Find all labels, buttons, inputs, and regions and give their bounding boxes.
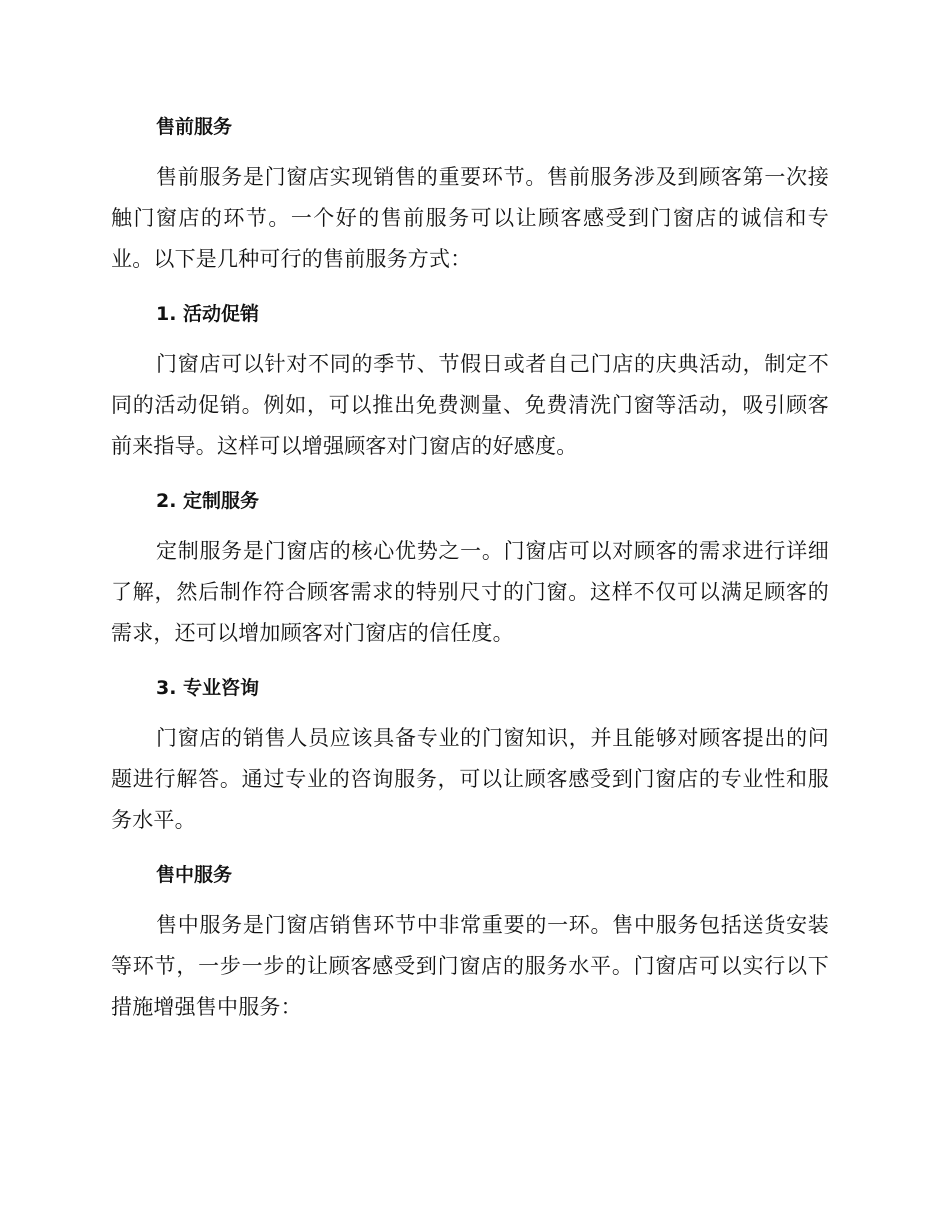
section-heading-pre-sales: 售前服务 [156, 116, 233, 138]
section-paragraph-promotions: 门窗店可以针对不同的季节、节假日或者自己门店的庆典活动，制定不同的活动促销。例如，可以推出免费测量、免费清洗门窗等活动，吸引顾客前来指导。这样可以增强顾客对门窗店的好感度。 [111, 352, 829, 458]
section-heading-in-sales: 售中服务 [156, 864, 233, 886]
section-heading-promotions: 1. 活动促销 [156, 303, 260, 325]
section-paragraph-consulting: 门窗店的销售人员应该具备专业的门窗知识，并且能够对顾客提出的问题进行解答。通过专业的咨询服务，可以让顾客感受到门窗店的专业性和服务水平。 [111, 726, 829, 832]
section-heading-consulting: 3. 专业咨询 [156, 677, 260, 699]
section-paragraph-pre-sales: 售前服务是门窗店实现销售的重要环节。售前服务涉及到顾客第一次接触门窗店的环节。一个好的售前服务可以让顾客感受到门窗店的诚信和专业。以下是几种可行的售前服务方式： [111, 165, 829, 271]
section-paragraph-in-sales: 售中服务是门窗店销售环节中非常重要的一环。售中服务包括送货安装等环节，一步一步的让顾客感受到门窗店的服务水平。门窗店可以实行以下措施增强售中服务： [111, 913, 829, 1019]
section-heading-custom-service: 2. 定制服务 [156, 490, 260, 512]
document-body [111, 107, 829, 1042]
section-paragraph-custom-service: 定制服务是门窗店的核心优势之一。门窗店可以对顾客的需求进行详细了解，然后制作符合顾客需求的特别尺寸的门窗。这样不仅可以满足顾客的需求，还可以增加顾客对门窗店的信任度。 [111, 539, 829, 645]
